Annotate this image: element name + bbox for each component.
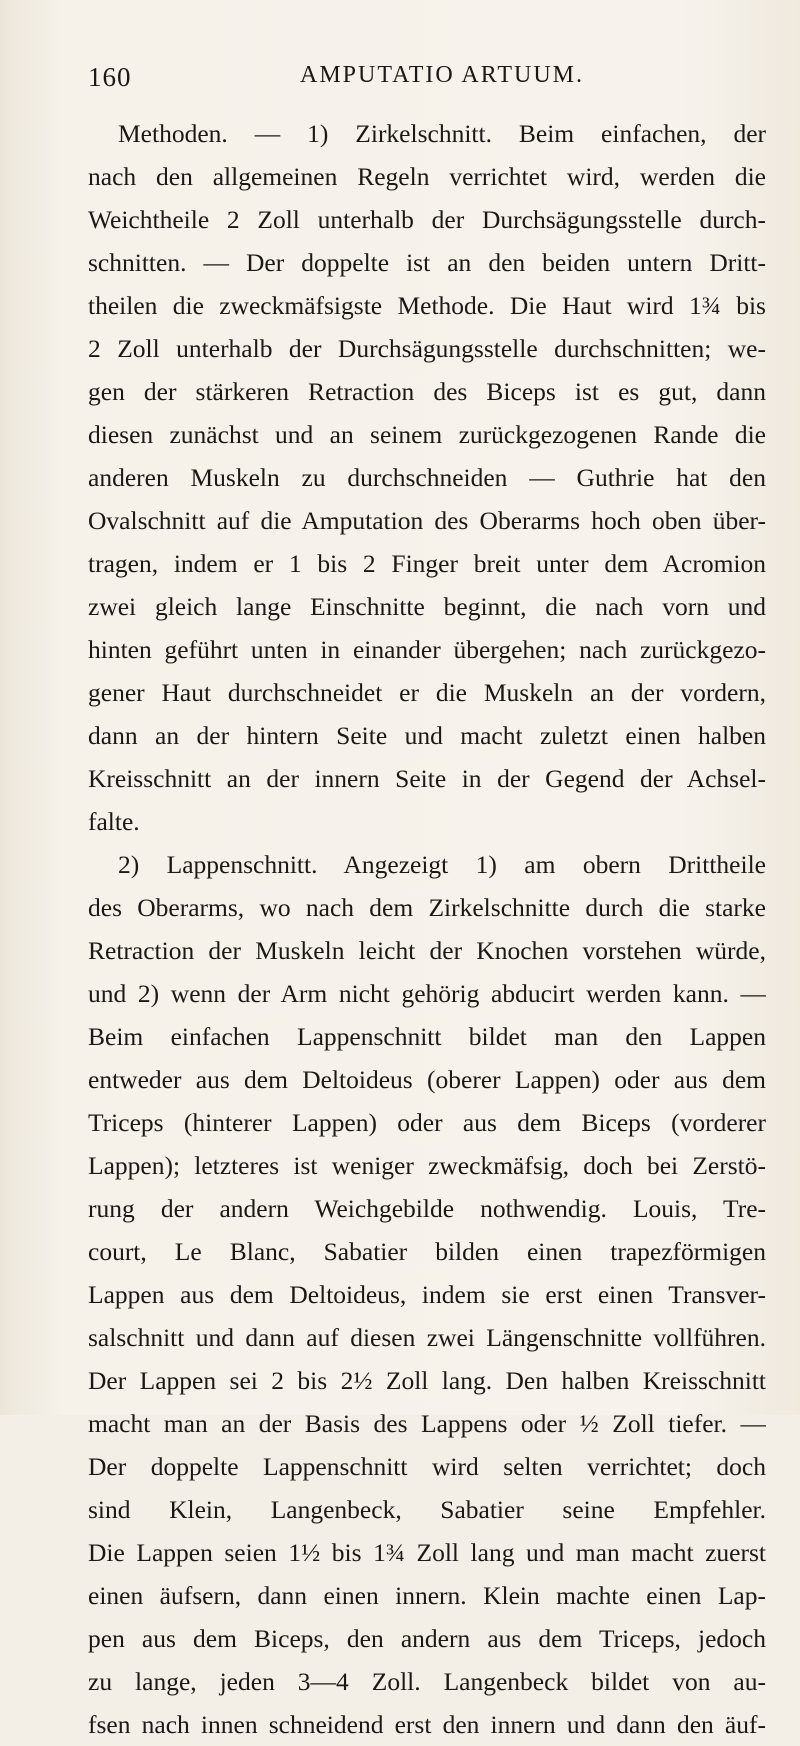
- page-header: [88, 62, 768, 102]
- text-line: dann an der hintern Seite und macht zuletzt einen halben: [88, 721, 766, 750]
- text-line: zu lange, jeden 3—4 Zoll. Langenbeck bildet von au-: [88, 1667, 766, 1696]
- text-line: 2) Lappenschnitt. Angezeigt 1) am obern Drittheile: [118, 850, 766, 879]
- text-line: diesen zunächst und an seinem zurückgezogenen Rande die: [88, 420, 766, 449]
- text-line: Retraction der Muskeln leicht der Knochen vorstehen würde,: [88, 936, 766, 965]
- text-line: Methoden. — 1) Zirkelschnitt. Beim einfachen, der: [118, 119, 766, 148]
- running-head: AMPUTATIO ARTUUM.: [300, 62, 584, 88]
- text-line: hinten geführt unten in einander übergehen; nach zurückgezo-: [88, 635, 766, 664]
- text-line: Der Lappen sei 2 bis 2½ Zoll lang. Den halben Kreisschnitt: [88, 1366, 766, 1395]
- text-line: macht man an der Basis des Lappens oder ½ Zoll tiefer. —: [88, 1409, 766, 1438]
- text-line: Ovalschnitt auf die Amputation des Oberarms hoch oben über-: [88, 506, 766, 535]
- text-line: Beim einfachen Lappenschnitt bildet man den Lappen: [88, 1022, 766, 1051]
- text-line: tragen, indem er 1 bis 2 Finger breit unter dem Acromion: [88, 549, 766, 578]
- text-line: pen aus dem Biceps, den andern aus dem Triceps, jedoch: [88, 1624, 766, 1653]
- text-line: sind Klein, Langenbeck, Sabatier seine Empfehler.: [88, 1495, 766, 1524]
- text-line: und 2) wenn der Arm nicht gehörig abducirt werden kann. —: [88, 979, 766, 1008]
- text-line: Lappen); letzteres ist weniger zweckmäfsig, doch bei Zerstö-: [88, 1151, 766, 1180]
- text-line: schnitten. — Der doppelte ist an den beiden untern Dritt-: [88, 248, 766, 277]
- text-line: Lappen aus dem Deltoideus, indem sie erst einen Transver-: [88, 1280, 766, 1309]
- text-line: nach den allgemeinen Regeln verrichtet wird, werden die: [88, 162, 766, 191]
- text-line: einen äufsern, dann einen innern. Klein machte einen Lap-: [88, 1581, 766, 1610]
- text-line: theilen die zweckmäfsigste Methode. Die Haut wird 1¾ bis: [88, 291, 766, 320]
- body-text: [88, 112, 766, 1746]
- text-line: salschnitt und dann auf diesen zwei Längenschnitte vollführen.: [88, 1323, 766, 1352]
- text-line: falte.: [88, 807, 140, 836]
- page-number: 160: [88, 62, 132, 92]
- text-line: zwei gleich lange Einschnitte beginnt, die nach vorn und: [88, 592, 766, 621]
- text-line: fsen nach innen schneidend erst den innern und dann den äuf-: [88, 1710, 766, 1739]
- text-line: rung der andern Weichgebilde nothwendig. Louis, Tre-: [88, 1194, 766, 1223]
- text-line: court, Le Blanc, Sabatier bilden einen trapezförmigen: [88, 1237, 766, 1266]
- text-line: anderen Muskeln zu durchschneiden — Guthrie hat den: [88, 463, 766, 492]
- text-line: gener Haut durchschneidet er die Muskeln an der vordern,: [88, 678, 766, 707]
- text-line: gen der stärkeren Retraction des Biceps ist es gut, dann: [88, 377, 766, 406]
- text-line: Weichtheile 2 Zoll unterhalb der Durchsägungsstelle durch-: [88, 205, 766, 234]
- text-line: Der doppelte Lappenschnitt wird selten verrichtet; doch: [88, 1452, 766, 1481]
- text-line: Triceps (hinterer Lappen) oder aus dem Biceps (vorderer: [88, 1108, 766, 1137]
- text-line: des Oberarms, wo nach dem Zirkelschnitte durch die starke: [88, 893, 766, 922]
- text-line: entweder aus dem Deltoideus (oberer Lappen) oder aus dem: [88, 1065, 766, 1094]
- text-line: Kreisschnitt an der innern Seite in der Gegend der Achsel-: [88, 764, 766, 793]
- text-line: Die Lappen seien 1½ bis 1¾ Zoll lang und man macht zuerst: [88, 1538, 766, 1567]
- text-line: 2 Zoll unterhalb der Durchsägungsstelle durchschnitten; we-: [88, 334, 766, 363]
